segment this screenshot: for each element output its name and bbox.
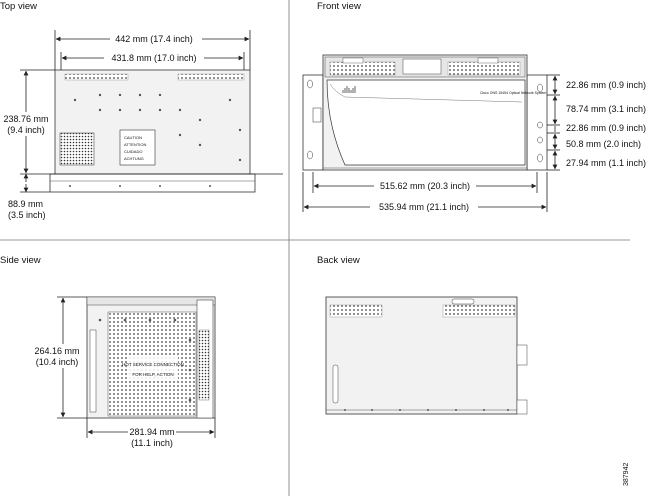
top-view-title: Top view: [0, 1, 37, 12]
top-depth-label: 238.76 mm: [3, 114, 49, 124]
front-width-outer-label: 535.94 mm (21.1 inch): [378, 202, 470, 212]
top-caution-line-1: ATTENTION: [124, 142, 147, 147]
front-view: [303, 1, 646, 213]
top-chassis-base: [50, 174, 255, 192]
front-brand-text: Cisco ONS 15454 Optical Network System: [480, 91, 547, 95]
top-width-inner-label: 431.8 mm (17.0 inch): [111, 53, 197, 63]
top-compliance-label: [60, 133, 94, 165]
front-dim-right-2: 22.86 mm (0.9 inch): [566, 123, 647, 133]
front-view-title: Front view: [317, 1, 361, 12]
back-handle: [452, 299, 474, 304]
front-dim-right-3: 50.8 mm (2.0 inch): [566, 139, 642, 149]
back-view-title: Back view: [317, 255, 360, 266]
side-height-label-inch: (10.4 inch): [35, 357, 79, 367]
top-depth-label-inch: (9.4 inch): [7, 125, 45, 135]
side-warning-line-1: FOR HELP, ACTION: [132, 372, 174, 377]
top-width-outer-label: 442 mm (17.4 inch): [115, 34, 193, 44]
front-right-dims: [547, 75, 560, 170]
side-view: [0, 255, 215, 448]
front-right-bracket: [527, 75, 547, 170]
top-caution-line-2: CUIDADO: [124, 149, 143, 154]
front-display-window: [403, 59, 441, 74]
front-dim-right-4: 27.94 mm (1.1 inch): [566, 158, 647, 168]
top-caution-line-3: ACHTUNG: [124, 156, 144, 161]
top-caution-line-0: CAUTION: [124, 135, 142, 140]
front-left-bracket: [303, 75, 323, 170]
top-small-depth-label-inch: (3.5 inch): [8, 210, 46, 220]
figure-id: 387942: [623, 462, 630, 486]
front-width-inner-label: 515.62 mm (20.3 inch): [379, 181, 471, 191]
front-dim-right-0: 22.86 mm (0.9 inch): [566, 80, 647, 90]
front-dim-right-1: 78.74 mm (3.1 inch): [566, 104, 647, 114]
side-warning-line-0: HOT SERVICE CONNECTION: [122, 362, 184, 367]
back-view: [317, 255, 527, 414]
side-depth-label-inch: (11.1 inch): [131, 438, 173, 448]
side-height-label: 264.16 mm: [34, 346, 80, 356]
top-view: [0, 1, 283, 220]
back-side-connector: [517, 345, 527, 365]
side-view-title: Side view: [0, 255, 41, 266]
top-small-depth-label: 88.9 mm: [8, 199, 44, 209]
side-depth-label: 281.94 mm: [129, 427, 175, 437]
